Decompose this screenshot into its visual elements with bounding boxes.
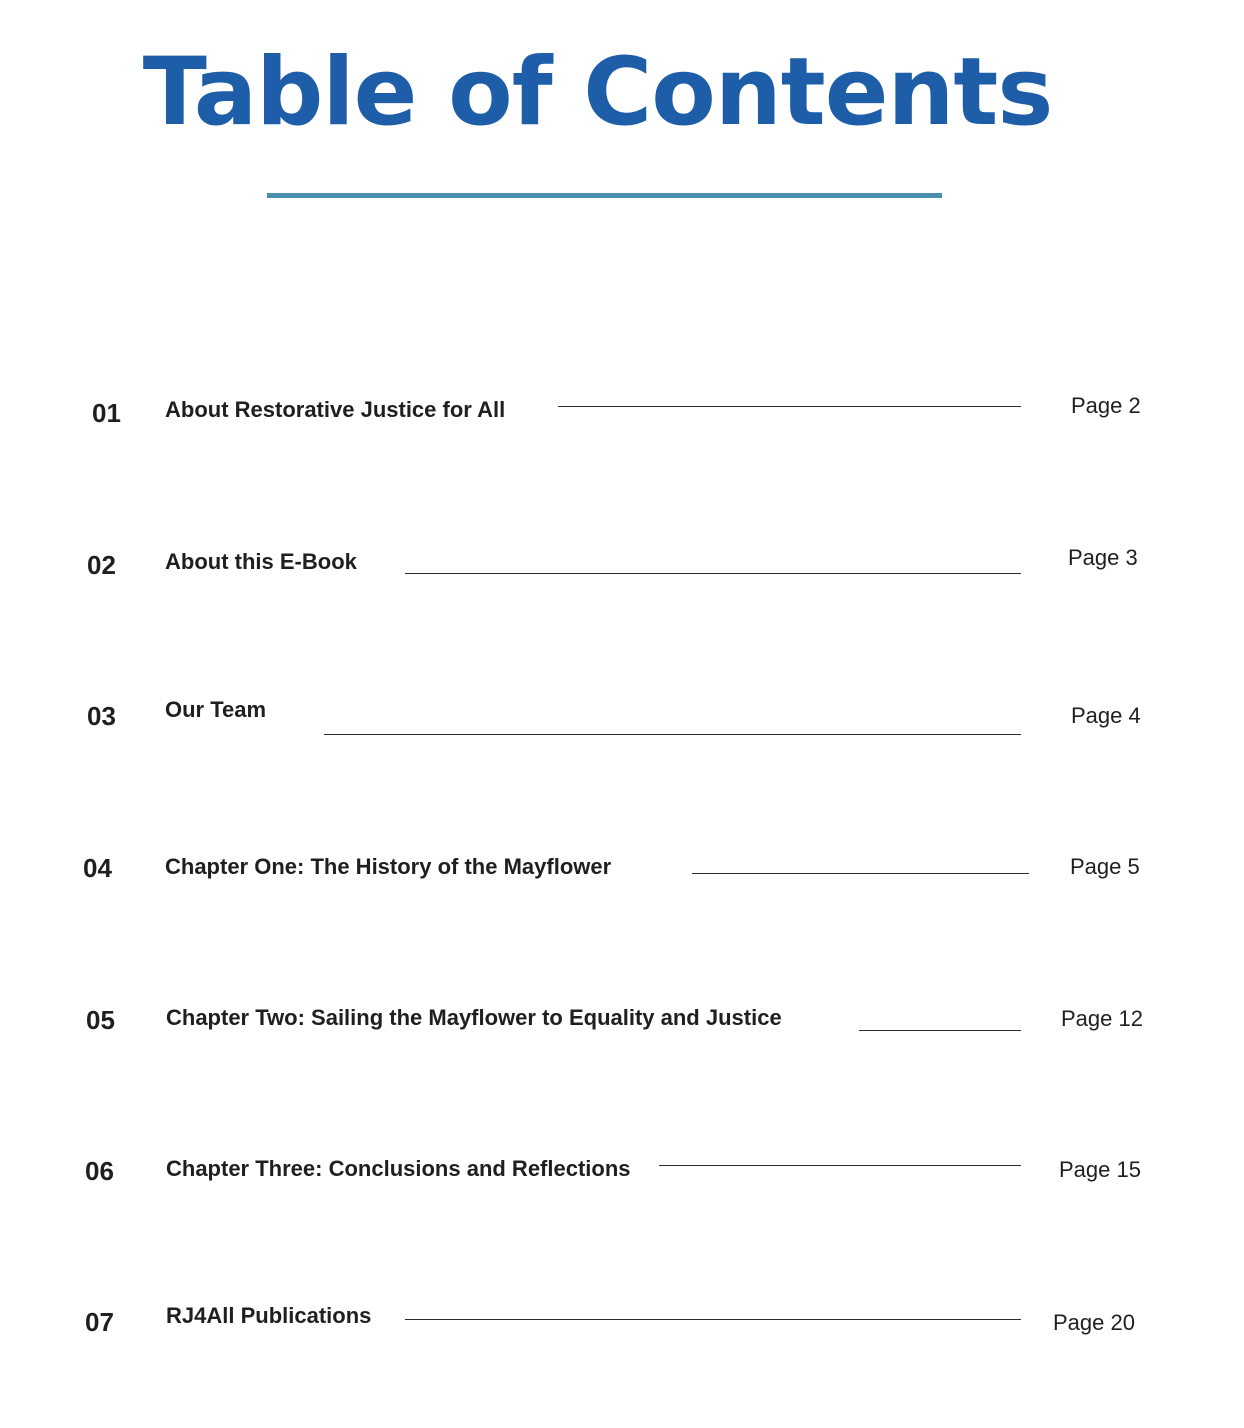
- toc-entry-1[interactable]: [0, 395, 1244, 455]
- toc-leader-line: [692, 873, 1029, 874]
- toc-entry-page[interactable]: Page 20: [1053, 1310, 1135, 1335]
- toc-entry-label[interactable]: Chapter One: The History of the Mayflower: [165, 854, 612, 879]
- toc-entry-label[interactable]: About Restorative Justice for All: [165, 397, 506, 422]
- toc-entry-7[interactable]: [0, 1301, 1244, 1361]
- toc-leader-line: [659, 1165, 1021, 1166]
- toc-entry-number: 01: [92, 398, 121, 428]
- page-title: Table of Contents: [142, 38, 1053, 147]
- toc-entry-5[interactable]: [0, 1003, 1244, 1063]
- toc-entry-page[interactable]: Page 2: [1071, 393, 1141, 418]
- toc-leader-line: [324, 734, 1021, 735]
- toc-entry-3[interactable]: [0, 697, 1244, 757]
- toc-leader-line: [558, 406, 1021, 407]
- toc-entry-label[interactable]: Our Team: [165, 697, 267, 722]
- toc-entry-number: 06: [85, 1156, 114, 1186]
- toc-entry-page[interactable]: Page 15: [1059, 1157, 1141, 1182]
- toc-entry-label[interactable]: Chapter Three: Conclusions and Reflections: [166, 1156, 631, 1181]
- toc-entry-page[interactable]: Page 5: [1070, 854, 1140, 879]
- toc-leader-line: [405, 573, 1021, 574]
- toc-entry-page[interactable]: Page 4: [1071, 703, 1141, 728]
- toc-entry-2[interactable]: [0, 547, 1244, 607]
- toc-leader-line: [859, 1030, 1021, 1031]
- toc-entry-number: 02: [87, 550, 116, 580]
- toc-leader-line: [405, 1319, 1021, 1320]
- toc-entry-page[interactable]: Page 3: [1068, 545, 1138, 570]
- toc-entry-number: 04: [83, 853, 112, 883]
- toc-entry-label[interactable]: RJ4All Publications: [166, 1303, 372, 1328]
- title-underline: [267, 193, 942, 198]
- toc-entry-number: 07: [85, 1307, 114, 1337]
- toc-entry-6[interactable]: [0, 1154, 1244, 1214]
- toc-entry-label[interactable]: About this E-Book: [165, 549, 357, 574]
- toc-entry-4[interactable]: [0, 852, 1244, 912]
- toc-entry-label[interactable]: Chapter Two: Sailing the Mayflower to Equality and Justice: [166, 1005, 782, 1030]
- toc-entry-number: 05: [86, 1005, 115, 1035]
- toc-entry-page[interactable]: Page 12: [1061, 1006, 1143, 1031]
- toc-entry-number: 03: [87, 701, 116, 731]
